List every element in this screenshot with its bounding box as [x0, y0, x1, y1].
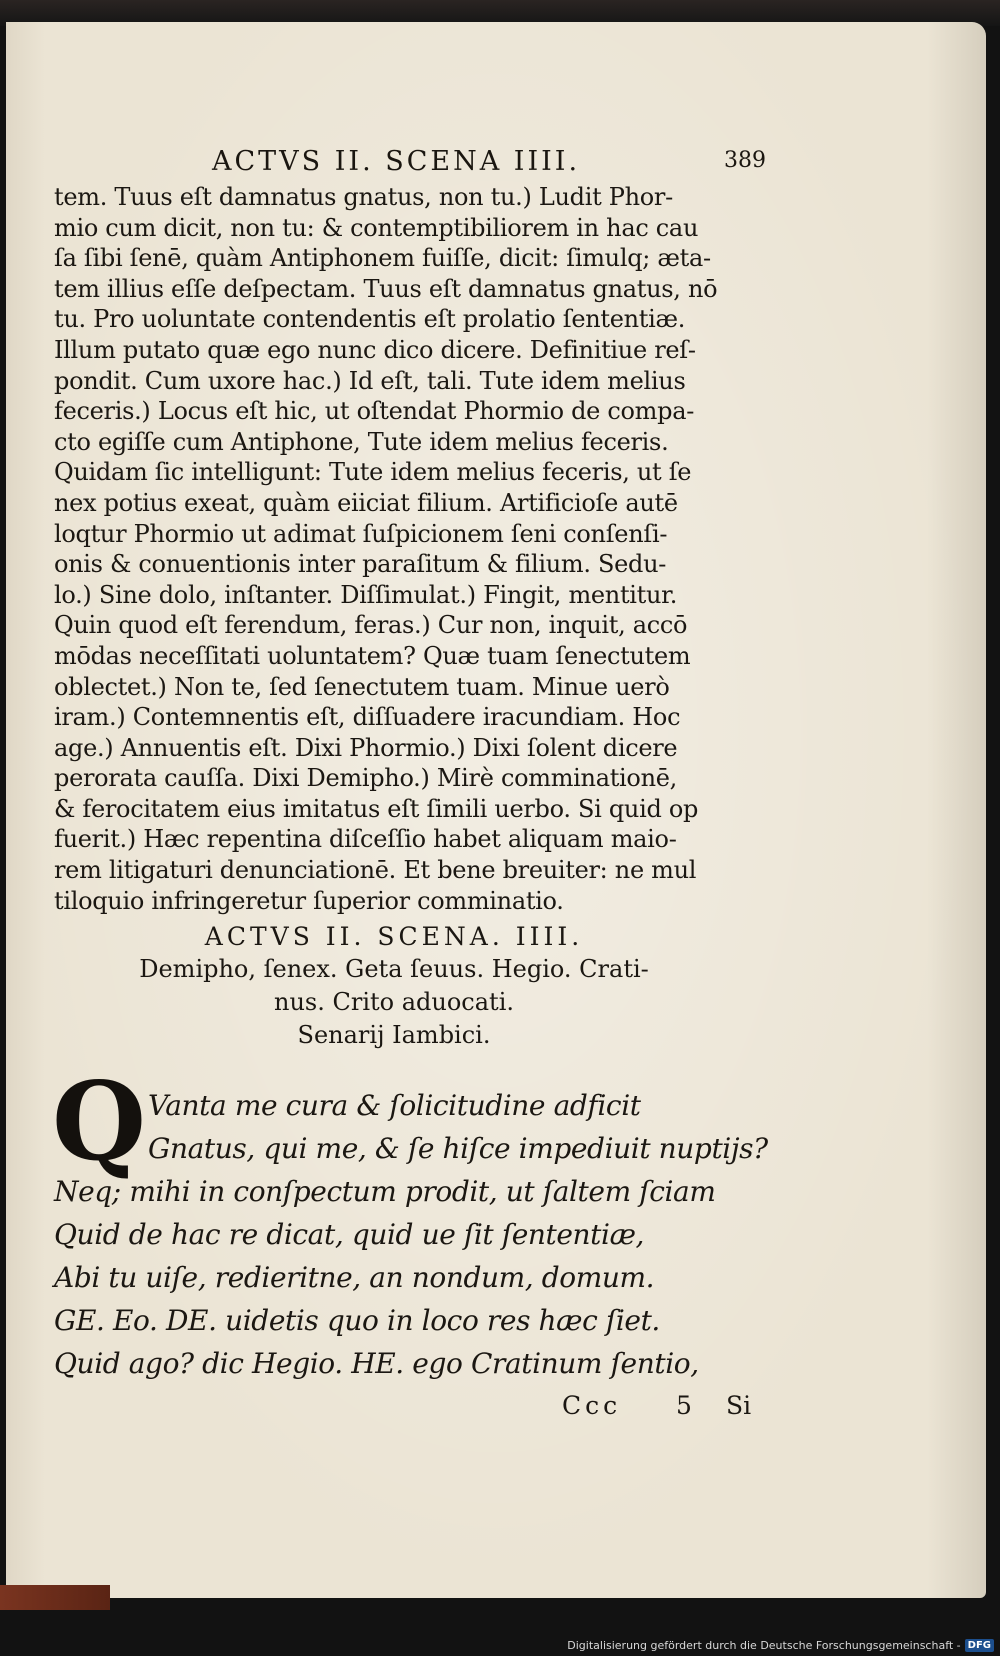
commentary-line: fuerit.) Hæc repentina diſceſſio habet aliquam maio- — [54, 825, 677, 854]
commentary-line: onis & conuentionis inter paraſitum & filium. Sedu- — [54, 550, 667, 579]
scene-heading — [54, 920, 734, 1052]
verse-line: Abi tu uiſe, redieritne, an nondum, domum. — [54, 1261, 655, 1295]
commentary-line: Illum putato quæ ego nunc dico dicere. Definitiue reſ- — [54, 335, 696, 364]
scene-characters: nus. Crito aduocati. — [274, 988, 514, 1017]
verse-text — [52, 1059, 768, 1385]
verse-line: Neq; mihi in conſpectum prodit, ut ſaltem ſciam — [54, 1175, 716, 1209]
commentary-line: rem litigaturi denunciationē. Et bene breuiter: ne mul — [54, 856, 697, 885]
scene-meter: Senarij Iambici. — [297, 1021, 491, 1050]
signature-number: 5 — [676, 1391, 692, 1421]
commentary-line: age.) Annuentis eſt. Dixi Phormio.) Dixi ſolent dicere — [54, 733, 678, 762]
verse-line: GE. Eo. DE. uidetis quo in loco res hæc ſiet. — [54, 1304, 660, 1338]
verse-line: Quid ago? dic Hegio. HE. ego Cratinum ſentio, — [54, 1347, 699, 1381]
running-head — [164, 142, 764, 182]
page-number: 389 — [724, 148, 766, 173]
commentary-line: Quidam ſic intelligunt: Tute idem melius feceris, ut ſe — [54, 458, 692, 487]
drop-cap: Q — [52, 1059, 147, 1186]
commentary-line: pondit. Cum uxore hac.) Id eſt, tali. Tute idem melius — [54, 366, 686, 395]
commentary-line: tiloquio infringeretur ſuperior comminatio. — [54, 886, 564, 915]
commentary-line: Quin quod eſt ferendum, feras.) Cur non, inquit, accō — [54, 611, 688, 640]
signature-mark: Ccc — [562, 1391, 622, 1421]
commentary-line: iram.) Contemnentis eſt, diſſuadere iracundiam. Hoc — [54, 703, 681, 732]
commentary-line: tu. Pro uoluntate contendentis eſt prolatio ſententiæ. — [54, 305, 686, 334]
signature-line — [54, 1389, 764, 1429]
page-content — [52, 142, 768, 1429]
commentary-line: loqtur Phormio ut adimat ſuſpicionem ſeni conſenſi- — [54, 519, 668, 548]
commentary-line: cto egiſſe cum Antiphone, Tute idem melius feceris. — [54, 427, 669, 456]
catchword: Si — [726, 1391, 752, 1421]
dfg-logo: DFG — [965, 1639, 994, 1652]
commentary-line: tem illius eſſe deſpectam. Tuus eſt damnatus gnatus, nō — [54, 274, 718, 303]
commentary-text — [54, 182, 764, 916]
commentary-line: mio cum dicit, non tu: & contemptibiliorem in hac cau — [54, 213, 699, 242]
credit-text: Digitalisierung gefördert durch die Deutsche Forschungsgemeinschaft - — [567, 1638, 961, 1652]
scene-title: ACTVS II. SCENA. IIII. — [204, 922, 584, 952]
commentary-line: nex potius exeat, quàm eiiciat filium. Artificioſe autē — [54, 488, 678, 517]
scene-characters: Demipho, ſenex. Geta ſeuus. Hegio. Crati- — [139, 955, 649, 984]
commentary-line: feceris.) Locus eſt hic, ut oſtendat Phormio de compa- — [54, 397, 695, 426]
commentary-line: mōdas neceſſitati uoluntatem? Quæ tuam ſenectutem — [54, 641, 691, 670]
binding-edge — [0, 1585, 110, 1610]
digitization-credit — [567, 1636, 994, 1654]
commentary-line: oblectet.) Non te, ſed ſenectutem tuam. Minue uerò — [54, 672, 670, 701]
commentary-line: perorata cauſſa. Dixi Demipho.) Mirè comminationē, — [54, 764, 677, 793]
commentary-line: lo.) Sine dolo, inſtanter. Diſſimulat.) Fingit, mentitur. — [54, 580, 678, 609]
book-page — [6, 22, 986, 1598]
verse-line: Gnatus, qui me, & ſe hiſce impediuit nuptijs? — [148, 1132, 768, 1166]
commentary-line: ſa ſibi ſenē, quàm Antiphonem fuiſſe, dicit: ſimulq; æta- — [54, 244, 711, 273]
running-head-title: ACTVS II. SCENA IIII. — [212, 146, 581, 177]
commentary-line: & ferocitatem eius imitatus eſt ſimili uerbo. Si quid op — [54, 794, 699, 823]
verse-line: Vanta me cura & ſolicitudine adficit — [148, 1089, 641, 1123]
commentary-line: tem. Tuus eſt damnatus gnatus, non tu.) Ludit Phor- — [54, 183, 673, 211]
verse-line: Quid de hac re dicat, quid ue ſit ſententiæ, — [54, 1218, 644, 1252]
